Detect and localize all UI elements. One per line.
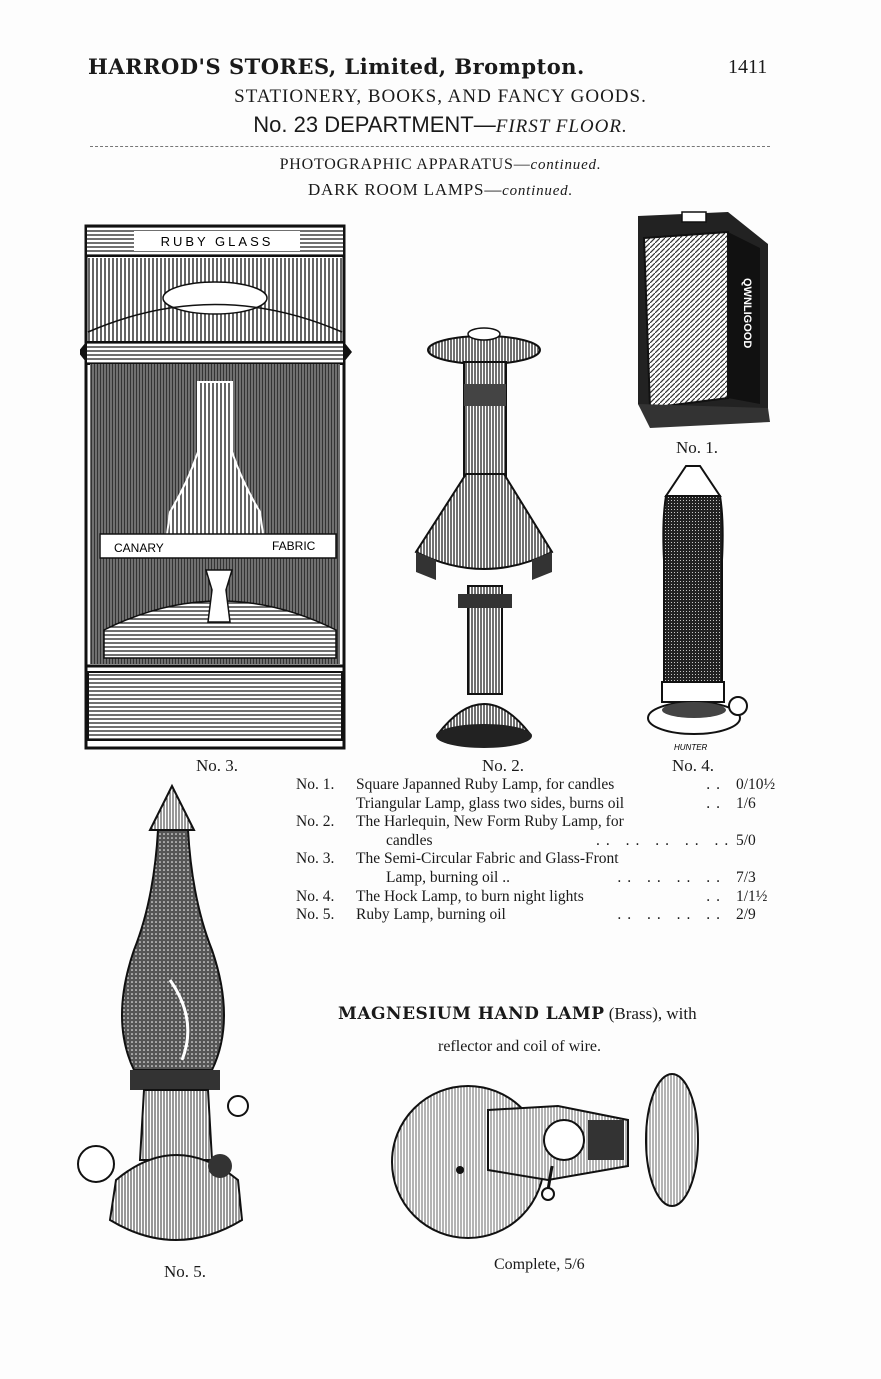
canary-label: CANARY <box>114 541 164 555</box>
list-item: No. 3. The Semi-Circular Fabric and Glass-Front <box>296 850 619 868</box>
caption-no2: No. 2. <box>482 756 525 775</box>
price-list <box>296 776 786 925</box>
signature-mark: HUNTER <box>674 743 708 752</box>
list-item: candles .. .. .. .. .. 5/0 <box>386 831 756 849</box>
magnesium-description: reflector and coil of wire. <box>438 1038 602 1055</box>
section-continued: continued. <box>530 157 602 173</box>
magnesium-title <box>338 1004 697 1024</box>
caption-no4: No. 4. <box>672 756 715 775</box>
magnesium-material: (Brass), with <box>608 1004 697 1023</box>
store-title: HARROD'S STORES, Limited, Brompton. <box>88 54 585 79</box>
floor-label: FIRST FLOOR. <box>495 116 628 137</box>
caption-no1: No. 1. <box>676 438 719 457</box>
lamp-no4-illustration <box>640 460 760 756</box>
magnesium-lamp-illustration <box>388 1070 708 1250</box>
list-item: No. 1. Square Japanned Ruby Lamp, for candles .. 0/10½ <box>296 776 776 793</box>
section-name: PHOTOGRAPHIC APPARATUS— <box>279 156 531 173</box>
ruby-glass-label: RUBY GLASS <box>160 234 274 249</box>
list-item: Triangular Lamp, glass two sides, burns oil .. 1/6 <box>356 794 756 812</box>
subsection-title <box>0 180 881 200</box>
fabric-label: FABRIC <box>272 539 316 553</box>
list-item: No. 2. The Harlequin, New Form Ruby Lamp, for <box>296 813 624 831</box>
lamp-no1-illustration <box>630 208 776 436</box>
subsection-continued: continued. <box>502 183 574 199</box>
list-item: No. 4. The Hock Lamp, to burn night lights .. 1/1½ <box>296 887 768 905</box>
lamp-no3-illustration <box>80 222 360 752</box>
page-number: 1411 <box>728 56 768 78</box>
magnesium-price: Complete, 5/6 <box>494 1256 585 1273</box>
department-label: No. 23 DEPARTMENT— <box>253 112 496 137</box>
list-item: Lamp, burning oil .. .. .. .. .. 7/3 <box>386 868 756 886</box>
lamp-no1-side-label: QWNLIGOOD <box>741 278 753 349</box>
section-title <box>0 156 881 174</box>
lamp-no5-illustration <box>70 780 280 1260</box>
caption-no3: No. 3. <box>196 756 239 775</box>
caption-no5: No. 5. <box>164 1262 207 1281</box>
list-item: No. 5. Ruby Lamp, burning oil .. .. .. .. 2/9 <box>296 906 756 924</box>
header-divider <box>90 146 770 147</box>
magnesium-name: MAGNESIUM HAND LAMP <box>338 1004 605 1024</box>
department-line <box>0 112 881 138</box>
subsection-name: DARK ROOM LAMPS— <box>307 180 503 199</box>
catalogue-subtitle: STATIONERY, BOOKS, AND FANCY GOODS. <box>234 86 647 107</box>
lamp-no2-illustration <box>408 324 558 752</box>
